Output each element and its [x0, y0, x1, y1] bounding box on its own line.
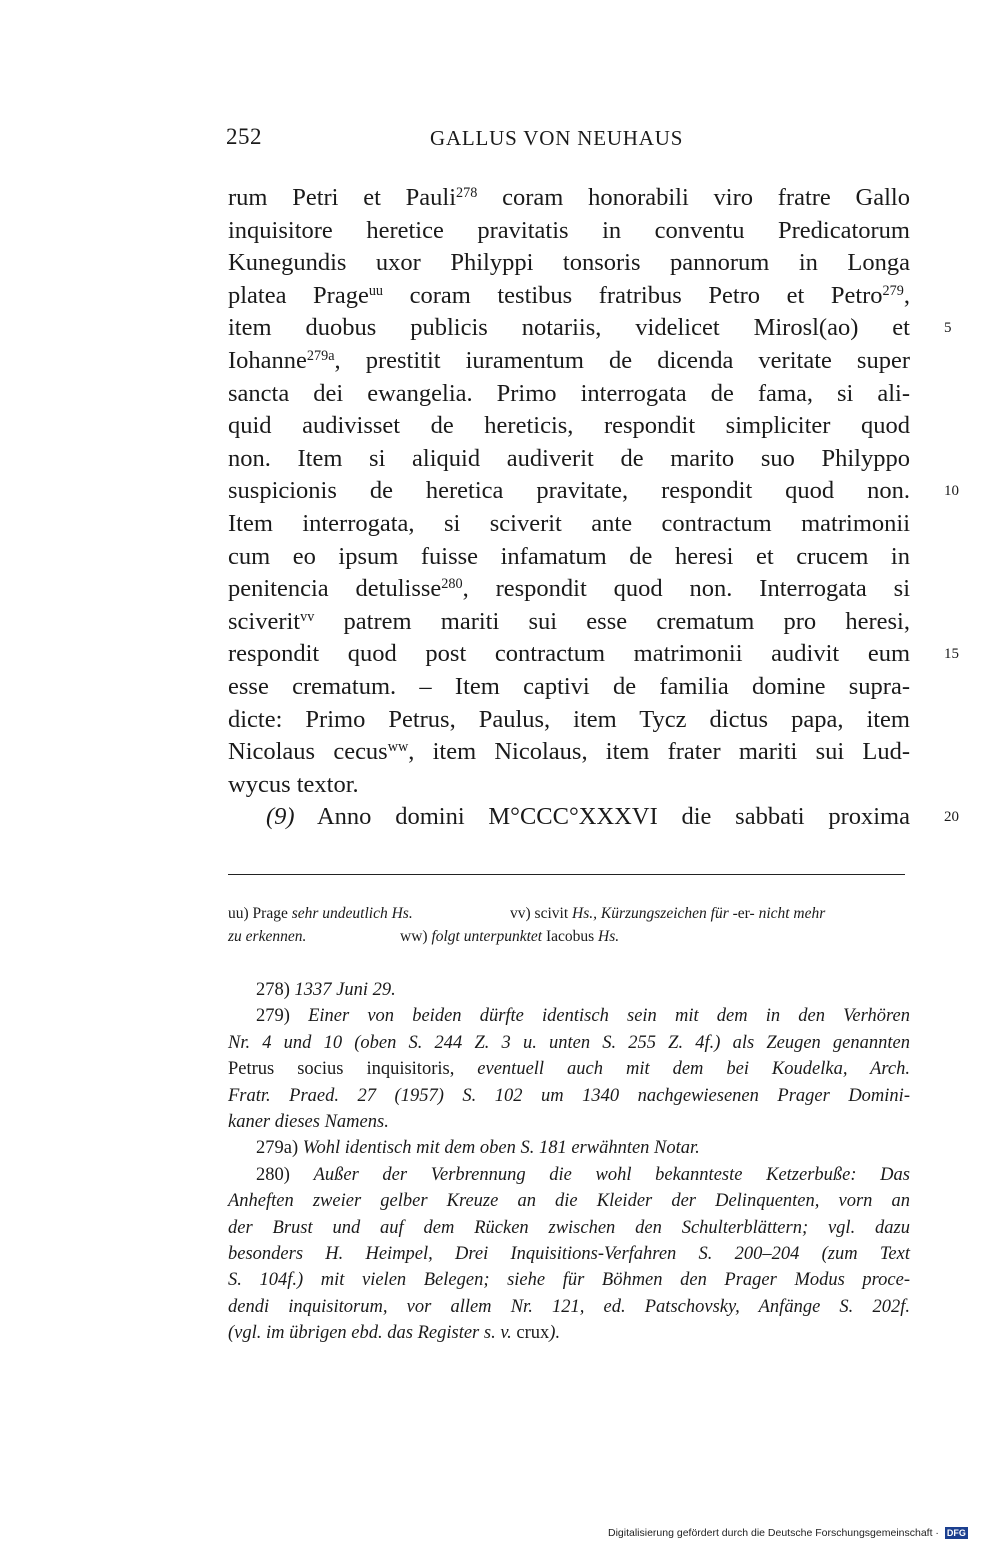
page-number: 252 [226, 124, 262, 149]
text-line: sancta dei ewangelia. Primo interrogata de fama, si ali- [228, 379, 910, 407]
footnote-line: (vgl. im übrigen ebd. das Register s. v. crux). [228, 1323, 561, 1344]
footnote-line: Fratr. Praed. 27 (1957) S. 102 um 1340 nachgewiesenen Prager Domini- [228, 1085, 910, 1106]
footnote-line: der Brust und auf dem Rücken zwischen den Schulterblättern; vgl. dazu [228, 1217, 910, 1238]
footnote-line: S. 104f.) mit vielen Belegen; siehe für Böhmen den Prager Modus proce- [228, 1270, 910, 1291]
apparatus-entry-uu: uu) Prage sehr undeutlich Hs. [228, 905, 413, 922]
apparatus-entry-vv-cont: zu erkennen. [228, 928, 307, 945]
footnote-line: besonders H. Heimpel, Drei Inquisitions-Verfahren S. 200–204 (zum Text [228, 1243, 910, 1264]
footnote-279: 279) Einer von beiden dürfte identisch sein mit dem in den Verhören [256, 1006, 910, 1027]
text-line: (9) Anno domini M°CCC°XXXVI die sabbati proxima 20 [228, 801, 910, 834]
footnote-278: 278) 1337 Juni 29. [256, 980, 396, 1000]
text-line: respondit quod post contractum matrimonii audivit eum 15 [228, 638, 910, 671]
text-line: item duobus publicis notariis, videlicet Mirosl(ao) et 5 [228, 312, 910, 345]
line-number: 15 [944, 646, 959, 663]
text-line: inquisitore heretice pravitatis in conventu Predicatorum [228, 216, 910, 244]
text-line: platea Prage$^{uu}$ coram testibus fratribus Petro et Petro$^{279}$, [228, 281, 910, 309]
text-line: dicte: Primo Petrus, Paulus, item Tycz dictus papa, item [228, 705, 910, 733]
footnote-line: Nr. 4 und 10 (oben S. 244 Z. 3 u. unten S. 255 Z. 4f.) als Zeugen genannten [228, 1032, 910, 1053]
text-line: rum Petri et Pauli$^{278}$ coram honorabili viro fratre Gallo [228, 184, 910, 211]
text-line: wycus textor. [228, 770, 359, 798]
footnote-279a: 279a) Wohl identisch mit dem oben S. 181 erwähnten Notar. [256, 1138, 700, 1159]
dfg-logo-icon: DFG [946, 1528, 966, 1539]
footnote-divider [228, 874, 905, 875]
apparatus-entry-ww: ww) folgt unterpunktet Iacobus Hs. [400, 928, 620, 945]
line-number: 10 [944, 483, 959, 500]
section-number: (9) [266, 803, 295, 831]
text-line: cum eo ipsum fuisse infamatum de heresi et crucem in [228, 542, 910, 570]
text-line: quid audivisset de hereticis, respondit simpliciter quod [228, 412, 910, 440]
digitization-credit: Digitalisierung gefördert durch die Deutsche Forschungsgemeinschaft · DFG [608, 1527, 966, 1539]
text-line: Iohanne$^{279a}$, prestitit iuramentum de dicenda veritate super [228, 346, 910, 374]
text-line: sciverit$^{vv}$ patrem mariti sui esse crematum pro heresi, [228, 607, 910, 635]
text-line: Kunegundis uxor Philyppi tonsoris pannorum in Longa [228, 249, 910, 277]
footnote-line: kaner dieses Namens. [228, 1111, 389, 1132]
text-line: non. Item si aliquid audiverit de marito suo Philyppo [228, 444, 910, 472]
apparatus-entry-vv: vv) scivit Hs., Kürzungszeichen für -er- nicht mehr [510, 905, 826, 922]
footnote-line: Petrus socius inquisitoris, eventuell auch mit dem bei Koudelka, Arch. [228, 1059, 910, 1080]
text-line: Item interrogata, si sciverit ante contractum matrimonii [228, 509, 910, 537]
text-line: Nicolaus cecus$^{ww}$, item Nicolaus, item frater mariti sui Lud- [228, 738, 911, 766]
running-title: GALLUS VON NEUHAUS [430, 126, 684, 150]
line-number: 5 [944, 320, 952, 337]
critical-apparatus [228, 902, 910, 948]
line-number: 20 [944, 809, 959, 826]
footnote-line: dendi inquisitorum, vor allem Nr. 121, ed. Patschovsky, Anfänge S. 202f. [228, 1296, 910, 1317]
main-text [228, 182, 959, 834]
text-line: suspicionis de heretica pravitate, respondit quod non. 10 [228, 475, 910, 508]
footnote-280: 280) Außer der Verbrennung die wohl bekannteste Ketzerbuße: Das [256, 1164, 910, 1185]
text-line: esse crematum. – Item captivi de familia domine supra- [228, 672, 910, 700]
text-line: penitencia detulisse$^{280}$, respondit quod non. Interrogata si [228, 575, 910, 603]
footnotes [228, 977, 910, 1346]
footnote-line: Anheften zweier gelber Kreuze an die Kleider der Delinquenten, vorn an [228, 1191, 910, 1212]
